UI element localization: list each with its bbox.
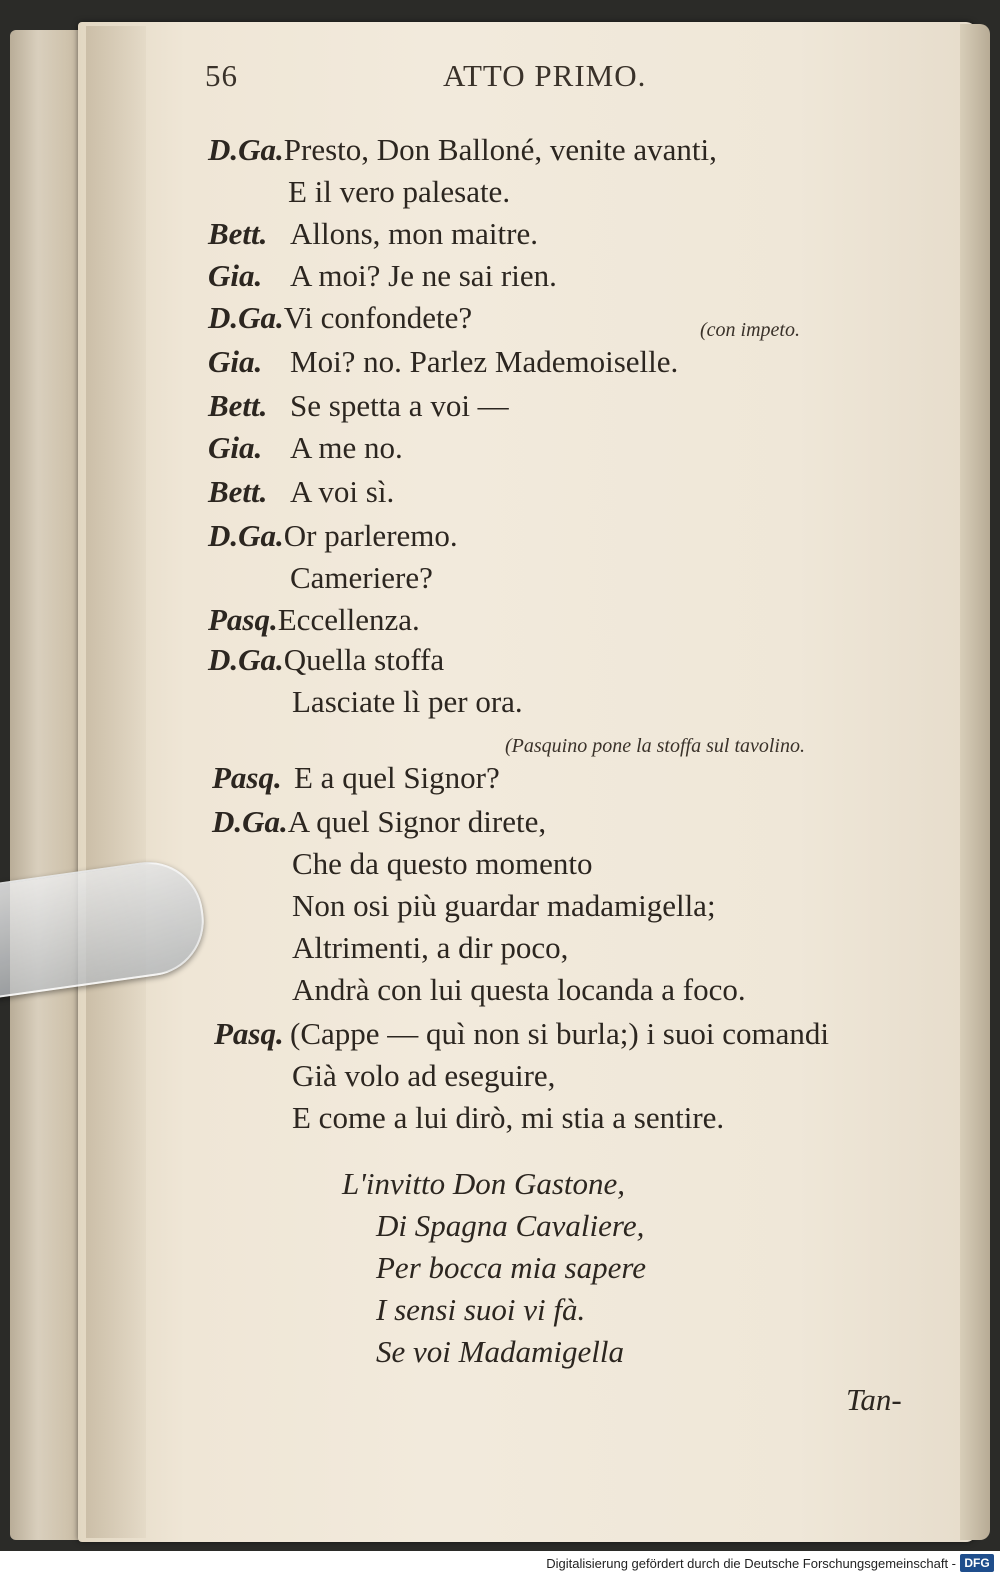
dialogue-line bbox=[292, 682, 523, 722]
footer-credit: Digitalisierung gefördert durch die Deutsche Forschungsgemeinschaft - bbox=[546, 1556, 956, 1571]
line-text: E il vero palesate. bbox=[288, 174, 511, 209]
aria-line: I sensi suoi vi fà. bbox=[376, 1292, 586, 1327]
line-text: E come a lui dirò, mi stia a sentire. bbox=[292, 1100, 725, 1135]
line-text: Or parleremo. bbox=[283, 518, 458, 553]
speaker-label: D.Ga. bbox=[212, 804, 288, 839]
line-text: (Cappe — quì non si burla;) i suoi comandi bbox=[290, 1016, 829, 1051]
line-text: Quella stoffa bbox=[283, 642, 445, 677]
line-text: A voi sì. bbox=[290, 474, 395, 509]
speaker-label: Pasq. bbox=[214, 1016, 284, 1051]
line-text: E a quel Signor? bbox=[294, 760, 500, 795]
line-text: Non osi più guardar madamigella; bbox=[292, 888, 716, 923]
line-text: Andrà con lui questa locanda a foco. bbox=[292, 972, 746, 1007]
dialogue-line bbox=[208, 600, 420, 640]
aria-line: Di Spagna Cavaliere, bbox=[376, 1208, 645, 1243]
speaker-label: Bett. bbox=[208, 216, 268, 251]
running-head: ATTO PRIMO. bbox=[443, 58, 647, 93]
line-text: A quel Signor direte, bbox=[287, 804, 547, 839]
speaker-label: Gia. bbox=[208, 258, 263, 293]
speaker-label: D.Ga. bbox=[208, 300, 284, 335]
dialogue-line bbox=[288, 172, 510, 212]
dialogue-line bbox=[208, 298, 472, 338]
speaker-label: D.Ga. bbox=[208, 132, 284, 167]
dialogue-line bbox=[292, 970, 746, 1010]
dialogue-line bbox=[214, 1014, 829, 1054]
dialogue-line bbox=[208, 640, 444, 680]
dialogue-line bbox=[208, 386, 509, 426]
line-text: A moi? Je ne sai rien. bbox=[290, 258, 557, 293]
dialogue-line bbox=[212, 758, 500, 798]
speaker-label: Pasq. bbox=[212, 760, 282, 795]
dialogue-line bbox=[292, 1056, 555, 1096]
aria-line: L'invitto Don Gastone, bbox=[342, 1166, 626, 1201]
line-text: Moi? no. Parlez Mademoiselle. bbox=[290, 344, 679, 379]
line-text: A me no. bbox=[290, 430, 403, 465]
dfg-logo: DFG bbox=[960, 1554, 994, 1572]
dialogue-line bbox=[292, 928, 568, 968]
speaker-label: Pasq. bbox=[208, 602, 278, 637]
line-text: Se spetta a voi — bbox=[290, 388, 509, 423]
line-text: Cameriere? bbox=[290, 560, 433, 595]
dialogue-line bbox=[292, 886, 716, 926]
dialogue-line bbox=[208, 130, 717, 170]
page-gutter-shadow bbox=[86, 26, 146, 1538]
speaker-label: Gia. bbox=[208, 344, 263, 379]
line-text: Altrimenti, a dir poco, bbox=[292, 930, 569, 965]
stage-direction: (Pasquino pone la stoffa sul tavolino. bbox=[505, 735, 805, 757]
dialogue-line bbox=[212, 802, 546, 842]
dialogue-line bbox=[208, 516, 458, 556]
dialogue-line bbox=[292, 844, 592, 884]
dialogue-line bbox=[208, 342, 678, 382]
dialogue-line bbox=[208, 472, 394, 512]
speaker-label: Gia. bbox=[208, 430, 263, 465]
speaker-label: Bett. bbox=[208, 388, 268, 423]
dialogue-line bbox=[208, 428, 403, 468]
line-text: Allons, mon maitre. bbox=[290, 216, 538, 251]
dialogue-line bbox=[208, 256, 557, 296]
line-text: Lasciate lì per ora. bbox=[292, 684, 523, 719]
line-text: Vi confondete? bbox=[283, 300, 473, 335]
footer-bar bbox=[0, 1551, 1000, 1577]
speaker-label: D.Ga. bbox=[208, 642, 284, 677]
speaker-label: D.Ga. bbox=[208, 518, 284, 553]
line-text: Eccellenza. bbox=[277, 602, 420, 637]
page-number: 56 bbox=[205, 58, 238, 93]
book-edge-right bbox=[960, 24, 990, 1540]
catchword: Tan- bbox=[846, 1382, 902, 1417]
line-text: Già volo ad eseguire, bbox=[292, 1058, 556, 1093]
line-text: Presto, Don Balloné, venite avanti, bbox=[283, 132, 717, 167]
stage-direction: (con impeto. bbox=[700, 319, 800, 341]
dialogue-line bbox=[292, 1098, 724, 1138]
dialogue-line bbox=[208, 214, 538, 254]
dialogue-line bbox=[290, 558, 433, 598]
aria-line: Se voi Madamigella bbox=[376, 1334, 624, 1369]
line-text: Che da questo momento bbox=[292, 846, 593, 881]
speaker-label: Bett. bbox=[208, 474, 268, 509]
aria-line: Per bocca mia sapere bbox=[376, 1250, 647, 1285]
